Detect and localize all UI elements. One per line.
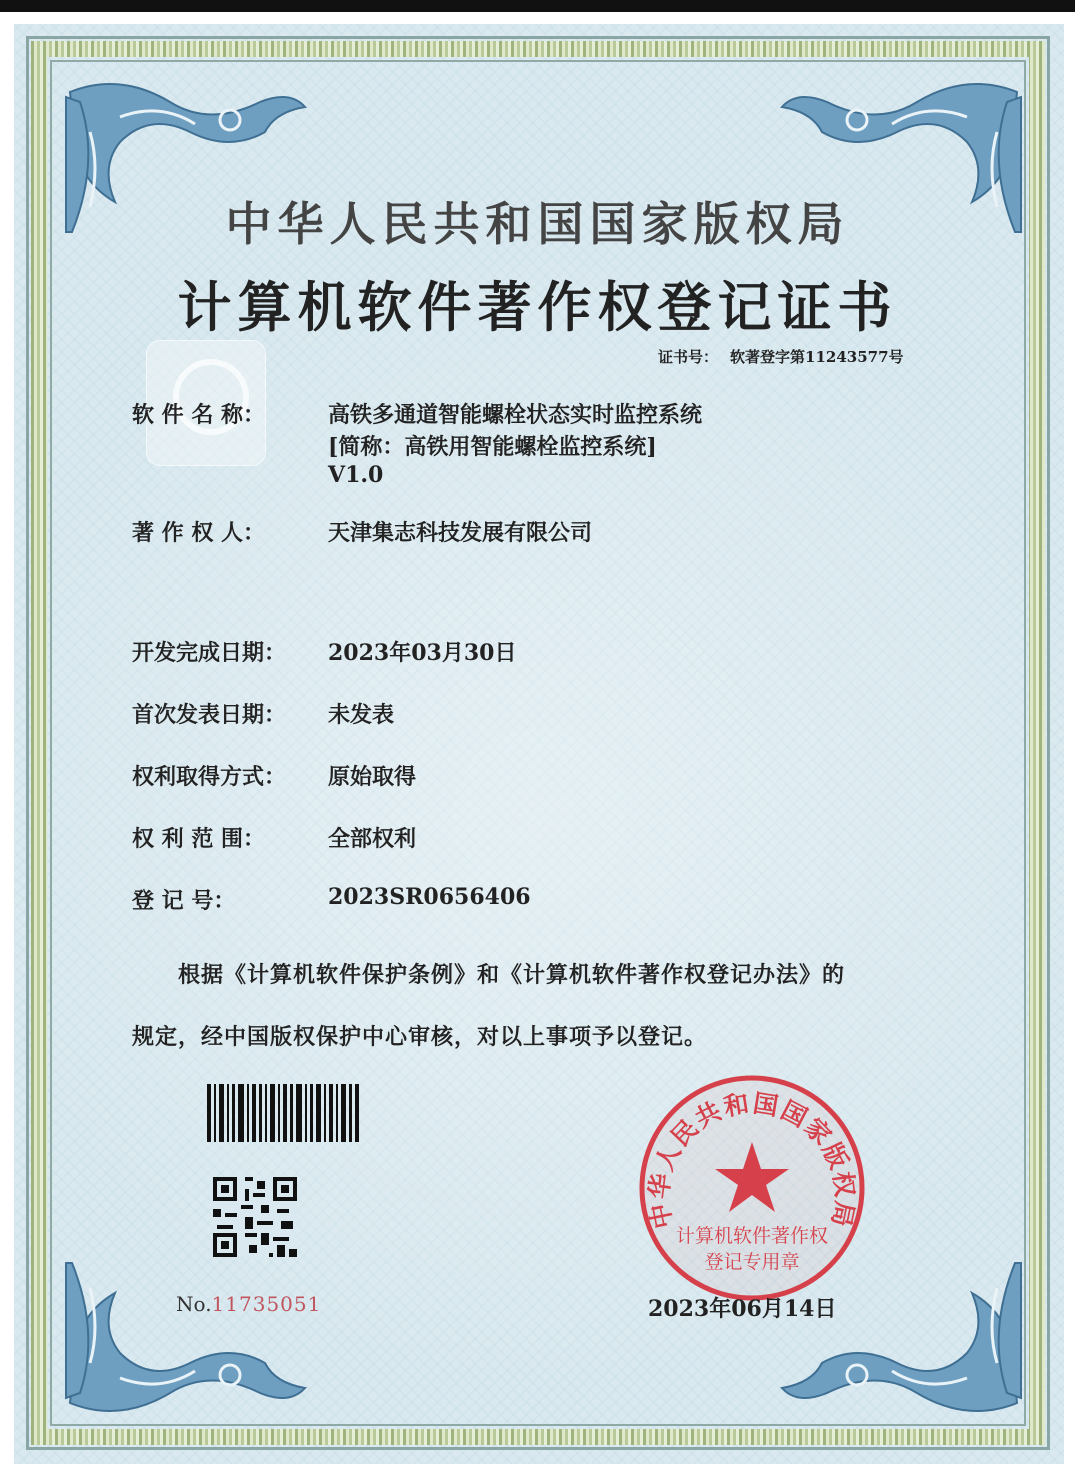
official-seal [636, 1072, 868, 1304]
software-name-value: 高铁多通道智能螺栓状态实时监控系统 [328, 402, 703, 428]
svg-text:登记专用章: 登记专用章 [704, 1251, 800, 1273]
dev-date-row [132, 636, 328, 667]
publish-date-value: 未发表 [328, 702, 395, 728]
acquire-value: 原始取得 [328, 764, 417, 790]
reg-no-row [132, 884, 328, 915]
corner-ornament-bottom-left [60, 1253, 310, 1423]
barcode [207, 1084, 359, 1142]
software-name-row [132, 398, 328, 429]
publish-date-label: 首次发表日期： [132, 702, 287, 728]
software-short-name: [简称：高铁用智能螺栓监控系统] [328, 434, 657, 460]
svg-text:计算机软件著作权: 计算机软件著作权 [675, 1225, 829, 1247]
owner-row [132, 516, 328, 547]
serial-label: No. [176, 1292, 212, 1316]
scope-row [132, 822, 328, 853]
reg-no-label: 登 记 号： [132, 888, 236, 914]
scope-label: 权 利 范 围： [132, 826, 265, 852]
owner-value: 天津集志科技发展有限公司 [328, 520, 593, 546]
publish-date-row [132, 698, 328, 729]
acquire-label: 权利取得方式： [132, 764, 287, 790]
qr-code [213, 1177, 297, 1257]
serial-value: 11735051 [211, 1292, 322, 1316]
agency-title: 中华人民共和国国家版权局 [225, 197, 850, 251]
dev-date-label: 开发完成日期： [132, 640, 287, 666]
certificate-number-label: 证书号： [658, 348, 719, 366]
body-line-1: 根据《计算机软件保护条例》和《计算机软件著作权登记办法》的 [178, 962, 846, 988]
certificate-number-value: 软著登字第11243577号 [730, 348, 904, 366]
reg-no-value: 2023SR0656406 [328, 884, 531, 910]
acquire-row [132, 760, 328, 791]
owner-label: 著 作 权 人： [132, 520, 265, 546]
software-version: V1.0 [328, 462, 384, 488]
software-name-label: 软 件 名 称： [132, 402, 265, 428]
certificate-number [658, 346, 916, 367]
body-line-2: 规定，经中国版权保护中心审核，对以上事项予以登记。 [132, 1024, 708, 1050]
scope-value: 全部权利 [328, 826, 417, 852]
dev-date-value: 2023年03月30日 [328, 640, 517, 666]
svg-text:中华人民共和国国家版权局: 中华人民共和国国家版权局 [644, 1088, 860, 1232]
top-black-strip [0, 0, 1075, 12]
certificate-title: 计算机软件著作权登记证书 [177, 275, 898, 339]
serial-number [176, 1292, 321, 1316]
issue-date: 2023年06月14日 [648, 1296, 837, 1322]
